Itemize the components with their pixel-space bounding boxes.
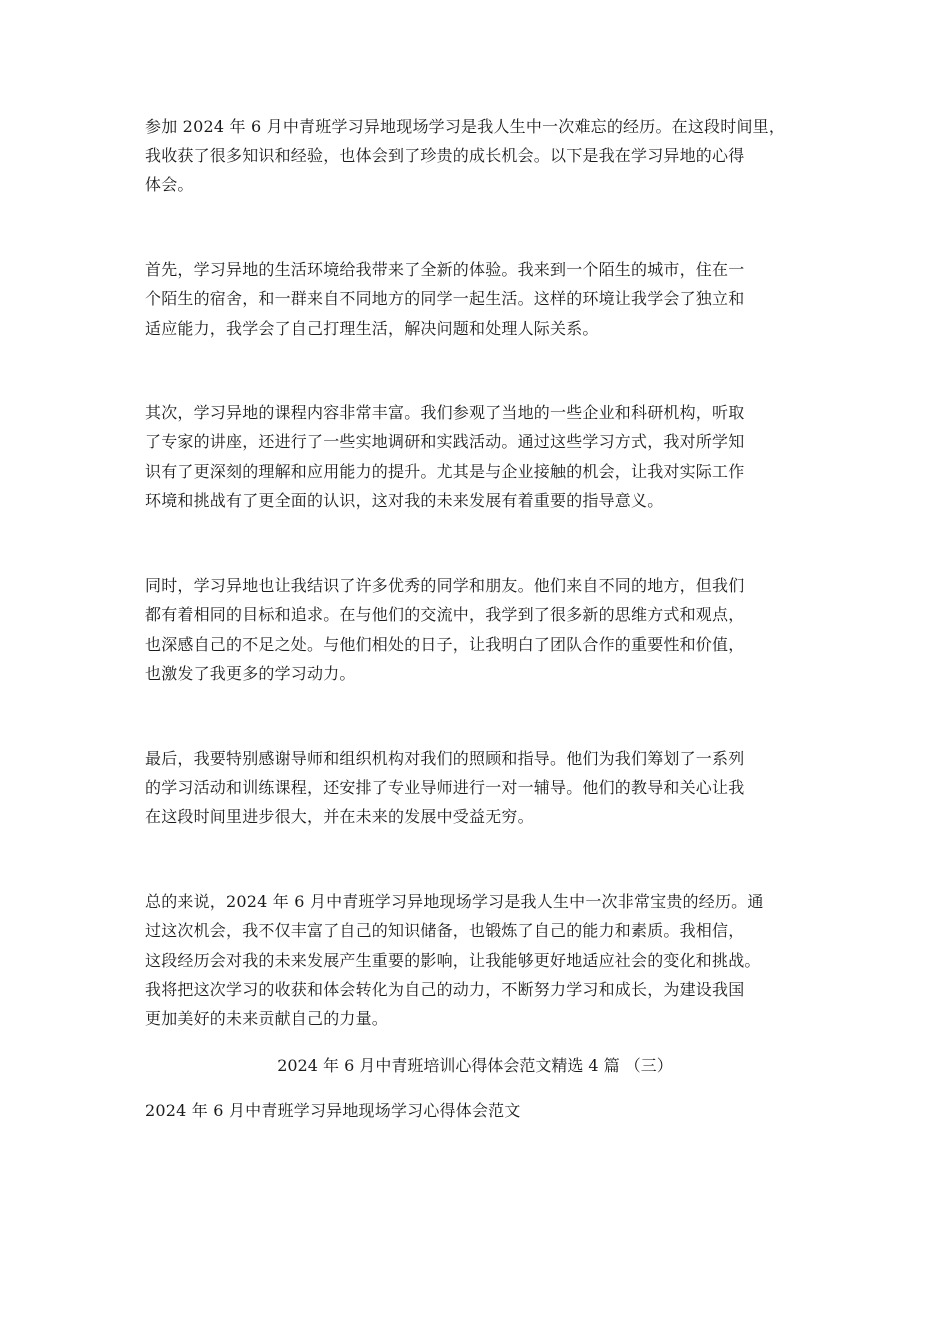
paragraph-6-line-1: 总的来说，2024 年 6 月中青班学习异地现场学习是我人生中一次非常宝贵的经历。通 xyxy=(145,892,764,911)
paragraph-5-line-1: 最后，我要特别感谢导师和组织机构对我们的照顾和指导。他们为我们筹划了一系列 xyxy=(145,749,745,768)
paragraph-6-line-5: 更加美好的未来贡献自己的力量。 xyxy=(145,1009,389,1028)
paragraph-1-line-3: 体会。 xyxy=(145,175,194,194)
paragraph-2-line-3: 适应能力，我学会了自己打理生活，解决问题和处理人际关系。 xyxy=(145,319,599,338)
paragraph-4-line-1: 同时，学习异地也让我结识了许多优秀的同学和朋友。他们来自不同的地方，但我们 xyxy=(145,576,745,595)
article-subtitle: 2024 年 6 月中青班学习异地现场学习心得体会范文 xyxy=(145,1101,521,1120)
paragraph-3-line-4: 环境和挑战有了更全面的认识，这对我的未来发展有着重要的指导意义。 xyxy=(145,491,664,510)
paragraph-4-line-3: 也深感自己的不足之处。与他们相处的日子，让我明白了团队合作的重要性和价值， xyxy=(145,635,745,654)
paragraph-4-line-4: 也激发了我更多的学习动力。 xyxy=(145,664,356,683)
paragraph-6-line-3: 这段经历会对我的未来发展产生重要的影响，让我能够更好地适应社会的变化和挑战。 xyxy=(145,951,761,970)
paragraph-6-line-2: 过这次机会，我不仅丰富了自己的知识储备，也锻炼了自己的能力和素质。我相信， xyxy=(145,921,745,940)
paragraph-3-line-2: 了专家的讲座，还进行了一些实地调研和实践活动。通过这些学习方式，我对所学知 xyxy=(145,432,745,451)
paragraph-1-line-2: 我收获了很多知识和经验，也体会到了珍贵的成长机会。以下是我在学习异地的心得 xyxy=(145,146,745,165)
paragraph-2-line-1: 首先，学习异地的生活环境给我带来了全新的体验。我来到一个陌生的城市，住在一 xyxy=(145,260,745,279)
paragraph-5-line-2: 的学习活动和训练课程，还安排了专业导师进行一对一辅导。他们的教导和关心让我 xyxy=(145,778,745,797)
paragraph-5-line-3: 在这段时间里进步很大，并在未来的发展中受益无穷。 xyxy=(145,807,534,826)
paragraph-2-line-2: 个陌生的宿舍，和一群来自不同地方的同学一起生活。这样的环境让我学会了独立和 xyxy=(145,289,745,308)
section-title: 2024 年 6 月中青班培训心得体会范文精选 4 篇 （三） xyxy=(277,1056,673,1075)
paragraph-3-line-3: 识有了更深刻的理解和应用能力的提升。尤其是与企业接触的机会，让我对实际工作 xyxy=(145,462,745,481)
paragraph-4-line-2: 都有着相同的目标和追求。在与他们的交流中，我学到了很多新的思维方式和观点， xyxy=(145,605,745,624)
paragraph-1-line-1: 参加 2024 年 6 月中青班学习异地现场学习是我人生中一次难忘的经历。在这段时间里， xyxy=(145,117,786,136)
paragraph-3-line-1: 其次，学习异地的课程内容非常丰富。我们参观了当地的一些企业和科研机构，听取 xyxy=(145,403,745,422)
paragraph-6-line-4: 我将把这次学习的收获和体会转化为自己的动力，不断努力学习和成长，为建设我国 xyxy=(145,980,745,999)
